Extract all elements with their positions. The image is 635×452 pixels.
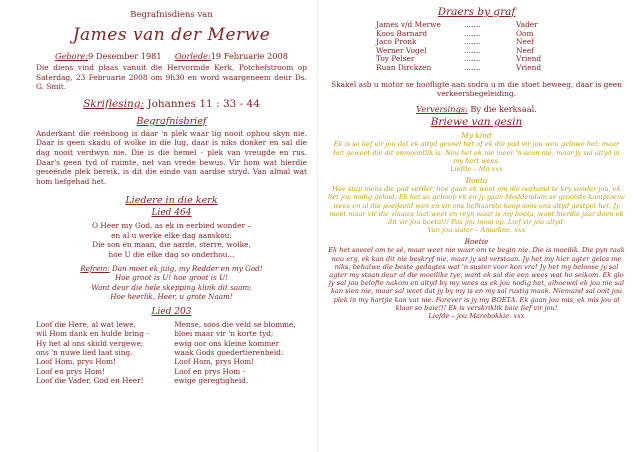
refrain-line xyxy=(36,264,307,273)
service-details: Die diens vind plaas vanuit die Hervormde Kerk, Potchefstroom op Saterdag, 23 Februarie 2008 om 9h30 en word waargeneem deur Ds. G. Smit. xyxy=(36,63,307,92)
verse-line: en al u werke elke dag aanskou: xyxy=(111,230,232,240)
refreshments-text: By die kerksaal. xyxy=(470,104,537,115)
letter1-signature: Liefde – Ma xxx xyxy=(450,164,503,173)
bearer-dots: ....... xyxy=(464,45,481,55)
bearer-relation: Vriend xyxy=(516,62,542,72)
service-header: Begrafnisdiens van xyxy=(130,10,213,20)
bearer-dots: ....... xyxy=(464,28,481,38)
verse-line: Die son en maan, die aarde, sterre, wolke, xyxy=(92,240,251,250)
verse-line: O Heer my God, as ek in eerbied wonder – xyxy=(91,221,252,231)
left-page xyxy=(0,0,317,452)
bearers-title: Draers by graf xyxy=(437,6,516,18)
dates-line xyxy=(36,51,307,61)
letter2-heading: Boeta xyxy=(465,176,488,186)
bearer-name: James v/d Merwe xyxy=(376,20,441,29)
letter3-text: Ek het soveel om te sê, maar weet nie waar om te begin nie. Die is moeilik. Die pyn raak nou erg, ek kan dit nie beskryf nie, maar jy sal verstaan. Jy het my hier agter gelos me niks, behalwe die beste gedagtes wat 'n suster voor kon vra! Jy het my beloove jy sal agter my staan deur al die moeilike tye, want ek sal die een wees wat ho seikom. Ek glo jy sal jou belofte nakom en altyd by my wees as ek jou nodig het, alhoewel ek jou nie sal kan sien nie, maar sal weet dat jy by my is en my sal rustig maak. Niemand sal ooit jou plek in my hartjie kan vat nie. Forever is jy my BOETA. Ek gaan jou mis, ek mis jou al klaar so baie!!! Ek is verskriklik baie lief vir jou! xyxy=(328,246,625,312)
letter1-text: Ek is so lief vir jou dat ek altyd gevoel het of ek die pad vir jou wou gelowe het; maar het geweet die dit onmoontlik is. Nou het ek nie meer 'n seun nie, maar jy sal altyd in my hart wees. xyxy=(333,140,620,165)
song2-verse-right xyxy=(174,320,307,385)
bearer-relation: Neef xyxy=(516,37,534,47)
verse-line: Loof die Here, al wat lewe, xyxy=(36,320,136,330)
songs-title: Liedere in die kerk xyxy=(125,195,218,207)
bearer-relation: Vader xyxy=(516,20,538,29)
refrain xyxy=(36,264,307,301)
died-date: 19 Februarie 2008 xyxy=(210,51,288,61)
letters-title: Briewe van gesin xyxy=(430,116,523,129)
letter3-heading: Boetie xyxy=(464,237,489,247)
bearer-name: Jaco Pronk xyxy=(376,37,417,47)
bearer-dots: ....... xyxy=(464,54,481,64)
bearer-relation: Vriend xyxy=(516,54,542,64)
bearer-name: Koos Barnard xyxy=(376,28,428,38)
right-page xyxy=(318,0,635,452)
scripture-line xyxy=(36,98,307,110)
bearer-dots: ....... xyxy=(464,37,481,47)
bearer-dots: ....... xyxy=(464,62,481,72)
song2-verses xyxy=(36,320,307,385)
verse-line: Loof die Vader, God en Heer! xyxy=(36,375,144,385)
refrain-line: Want deur die hele skepping klink dit saam: xyxy=(91,282,252,292)
song2-verse-left xyxy=(36,320,169,385)
verse-line: ewig oor ons kleine kommer xyxy=(174,338,280,348)
notice-text: Anderkant die reënboog is daar 'n plek waar lig nooit ophou skyn nie. Daar is geen skadu of wolke in die lug, daar is niks donker en sal die dag nooit verdwyn nie. Die is die hemel - plek van vreugde en rus. Daar's geen tyd of ruimte, net van vrede bewus. Vir hom wat hierdie geseënde plek bereik, is dit die einde van aardse stryd. Van almal wat hom liefgehad het. xyxy=(36,128,307,186)
song1-title: Lied 464 xyxy=(151,208,192,219)
born-label: Gebore: xyxy=(55,51,89,61)
verse-line: bloei maar vir 'n korte tyd; xyxy=(174,329,274,339)
verse-line: ons 'n nuwe lied laat sing. xyxy=(36,348,133,358)
died-label: Oorlede: xyxy=(174,51,211,61)
verse-line: Loof en prys Hom! xyxy=(36,366,105,376)
verse-line: hoe U die elke dag so onderhou... xyxy=(108,249,235,259)
bearer-relation: Oom xyxy=(516,28,534,38)
letter2-signature: Van jou sister – Anneline. xxx xyxy=(427,226,526,235)
refrain-text: Dan moet ek juig, my Redder en my God! xyxy=(112,263,263,273)
refrain-line: Hoe groot is U! hoe groot is U! xyxy=(114,273,229,283)
refrain-label: Refrein: xyxy=(80,263,110,273)
verse-line: Hy het al ons skuld vergewe; xyxy=(36,338,144,348)
born-date: 9 Desember 1981 xyxy=(88,51,162,61)
scripture-reference: Johannes 11 : 33 - 44 xyxy=(147,97,260,110)
letter1-heading: My kind xyxy=(461,131,492,141)
traffic-notice: Skakel asb u motor se hoofligte aan sodra u in die stoet beweeg, daar is geen verkeersbegeleiding. xyxy=(331,79,622,98)
notice-title: Begrafnisbrief xyxy=(136,115,207,127)
bearer-name: Toy Pelser xyxy=(376,54,415,64)
deceased-name: James van der Merwe xyxy=(72,25,271,45)
verse-line: Mense, soos die veld se blomme, xyxy=(174,320,296,330)
verse-line: waak Gods goedertierenheid: xyxy=(174,348,284,358)
bearer-row xyxy=(376,64,541,73)
verse-line: Loof Hom, prys Hom! xyxy=(174,357,255,367)
verse-line: Loof en prys Hom - xyxy=(174,366,246,376)
refreshments-label: Verversings: xyxy=(416,104,468,115)
verse-line: wil Hom dank en hulde bring - xyxy=(36,329,149,339)
bearer-dots: ....... xyxy=(464,20,481,29)
refrain-line: Hoe heerlik, Heer, u grote Naam! xyxy=(110,291,233,301)
letter2-text: Hoe stap mens die pad verder, hoe gaan ek weet om die oorhand te kry sonder jou, ek het jou nodig gehad. Ek het so gehoop ek en jy gaan Moddendam se grootste kampioene wees en al die poeljeeld wen en vir ons belhaarste koop soos ons altyd gestpot het. Jy moet maar vir die vlaaies laat weet en reyn waar is my boeta, want hierdie jaar doen ek dit vir jou boeta!!! Pas jou mooi op. Lief vir jou altyd. xyxy=(328,185,625,226)
scripture-label: Skriflesing: xyxy=(83,97,145,110)
bearer-name: Werner Vogel xyxy=(376,45,427,55)
bearer-relation: Neef xyxy=(516,45,534,55)
letter3-signature: Liefde – jou Marebokkie. xxx xyxy=(428,312,525,321)
verse-line: Loof Hom, prys Hom! xyxy=(36,357,116,367)
bearers-table xyxy=(376,21,541,73)
song1-verse xyxy=(36,221,307,259)
song2-title: Lied 203 xyxy=(151,307,192,318)
bearer-name: Ruan Dirckzen xyxy=(376,62,432,72)
refreshments-line xyxy=(328,104,625,114)
verse-line: ewige geregtigheid. xyxy=(174,375,249,385)
